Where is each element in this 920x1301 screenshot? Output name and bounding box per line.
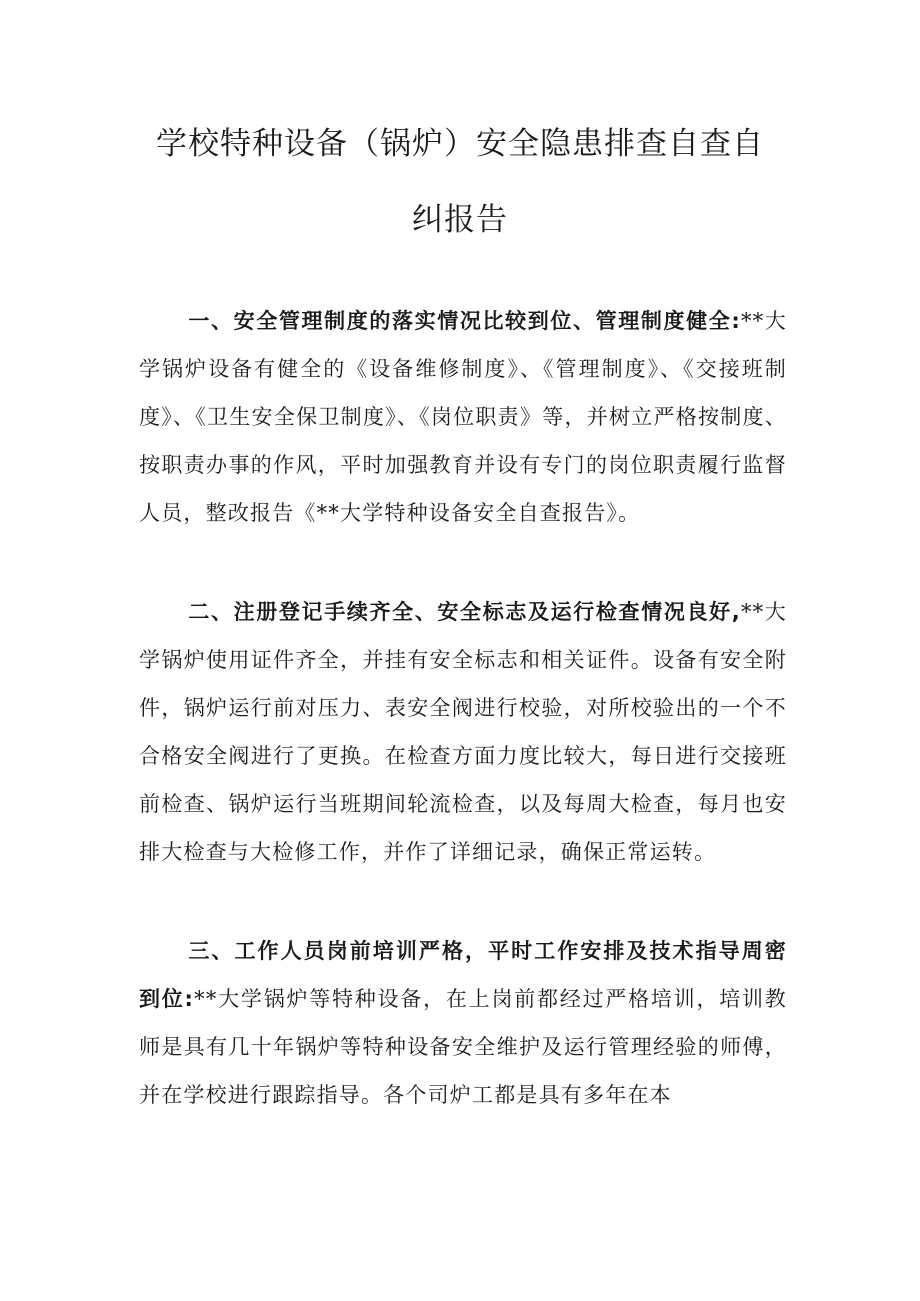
- paragraph-1-body: **大学锅炉设备有健全的《设备维修制度》、《管理制度》、《交接班制度》、《卫生安全保卫制度》、《岗位职责》等，并树立严格按制度、按职责办事的作风，平时加强教育并设有专门的岗位职责履行监督人员，整改报告《**大学特种设备安全自查报告》。: [139, 309, 787, 525]
- paragraph-2-heading: 二、注册登记手续齐全、安全标志及运行检查情况良好,: [188, 600, 741, 624]
- paragraph-1-heading: 一、安全管理制度的落实情况比较到位、管理制度健全:: [188, 309, 741, 333]
- paragraph-3-body: **大学锅炉等特种设备，在上岗前都经过严格培训，培训教师是具有几十年锅炉等特种设备安全维护及运行管理经验的师傅，并在学校进行跟踪指导。各个司炉工都是具有多年在本: [139, 987, 787, 1107]
- paragraph-3-heading: 三、工作人员岗前培训严格，平时工作安排及技术指导周密到位:: [139, 939, 787, 1011]
- paragraph-3: [139, 927, 787, 1119]
- paragraph-2: [139, 588, 787, 876]
- document-title-line-1: 学校特种设备（锅炉）安全隐患排查自查自: [156, 126, 764, 162]
- paragraph-1: [139, 297, 787, 537]
- paragraph-2-body: **大学锅炉使用证件齐全，并挂有安全标志和相关证件。设备有安全附件，锅炉运行前对压力、表安全阀进行校验，对所校验出的一个不合格安全阀进行了更换。在检查方面力度比较大，每日进行交接班前检查、锅炉运行当班期间轮流检查，以及每周大检查，每月也安排大检查与大检修工作，并作了详细记录，确保正常运转。: [139, 600, 787, 864]
- document-title-line-2: 纠报告: [412, 202, 508, 238]
